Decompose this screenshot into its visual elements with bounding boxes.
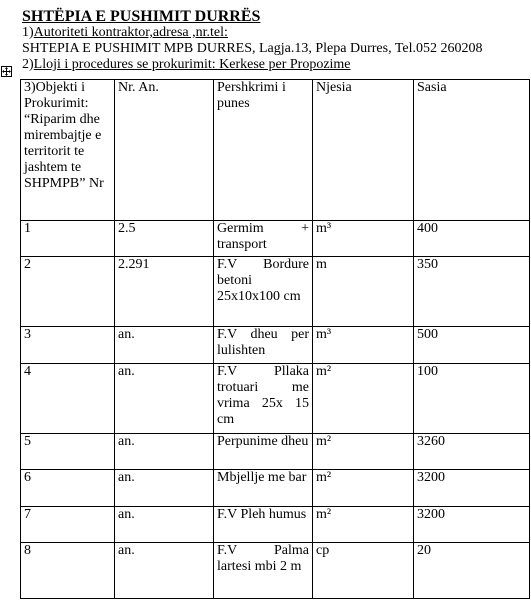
row-unit: m² xyxy=(313,364,414,434)
row-unit: m² xyxy=(313,470,414,507)
row-unit: cp xyxy=(313,543,414,599)
works-table xyxy=(20,79,530,599)
procedure-line xyxy=(22,57,531,73)
table-row xyxy=(21,364,530,434)
row-quantity: 350 xyxy=(414,257,530,327)
row-quantity: 3200 xyxy=(414,507,530,543)
row-unit: m xyxy=(313,257,414,327)
table-row xyxy=(21,507,530,543)
row-quantity: 3200 xyxy=(414,470,530,507)
row-analysis: 2.5 xyxy=(115,221,214,257)
table-row xyxy=(21,221,530,257)
row-analysis: an. xyxy=(115,327,214,364)
row-number: 7 xyxy=(21,507,115,543)
row-number: 8 xyxy=(21,543,115,599)
row-unit: m² xyxy=(313,434,414,470)
column-header-unit: Njesia xyxy=(313,80,414,221)
row-quantity: 100 xyxy=(414,364,530,434)
authority-label: Autoriteti kontraktor,adresa ,nr.tel: xyxy=(33,25,228,40)
procedure-label: Lloji i procedures se prokurimit: Kerkese per Propozime xyxy=(33,57,351,72)
row-unit: m³ xyxy=(313,327,414,364)
table-row xyxy=(21,470,530,507)
row-description: Mbjellje me bar xyxy=(214,470,313,507)
row-number: 4 xyxy=(21,364,115,434)
table-row xyxy=(21,543,530,599)
column-header-object: 3)Objekti i Prokurimit: “Riparim dhe mirembajtje e territorit te jashtem te SHPMPB” Nr xyxy=(21,80,115,221)
column-header-quantity: Sasia xyxy=(414,80,530,221)
authority-line xyxy=(22,25,531,41)
authority-prefix: 1) xyxy=(22,25,34,40)
row-unit: m² xyxy=(313,507,414,543)
row-analysis: an. xyxy=(115,470,214,507)
row-number: 3 xyxy=(21,327,115,364)
column-header-description: Pershkrimi i punes xyxy=(214,80,313,221)
row-analysis: an. xyxy=(115,434,214,470)
document-header xyxy=(22,8,531,73)
table-header-row xyxy=(21,80,530,221)
row-analysis: an. xyxy=(115,507,214,543)
row-quantity: 3260 xyxy=(414,434,530,470)
row-analysis: 2.291 xyxy=(115,257,214,327)
row-description: F.V Pleh humus xyxy=(214,507,313,543)
row-description: F.V Palma lartesi mbi 2 m xyxy=(214,543,313,599)
row-description: F.V Pllaka trotuari me vrima 25x 15 cm xyxy=(214,364,313,434)
row-quantity: 400 xyxy=(414,221,530,257)
procedure-prefix: 2) xyxy=(22,57,34,72)
row-number: 1 xyxy=(21,221,115,257)
row-number: 5 xyxy=(21,434,115,470)
row-description: Germim + transport xyxy=(214,221,313,257)
table-move-handle-icon[interactable] xyxy=(1,66,12,77)
row-number: 6 xyxy=(21,470,115,507)
row-unit: m³ xyxy=(313,221,414,257)
table-row xyxy=(21,327,530,364)
authority-address: SHTEPIA E PUSHIMIT MPB DURRES, Lagja.13, Plepa Durres, Tel.052 260208 xyxy=(22,41,483,56)
table-row xyxy=(21,434,530,470)
document-title: SHTËPIA E PUSHIMIT DURRËS xyxy=(22,8,261,25)
column-header-nr-an: Nr. An. xyxy=(115,80,214,221)
row-analysis: an. xyxy=(115,364,214,434)
row-description: F.V Bordure betoni 25x10x100 cm xyxy=(214,257,313,327)
row-analysis: an. xyxy=(115,543,214,599)
table-row xyxy=(21,257,530,327)
row-quantity: 20 xyxy=(414,543,530,599)
row-quantity: 500 xyxy=(414,327,530,364)
row-description: Perpunime dheu xyxy=(214,434,313,470)
row-description: F.V dheu per lulishten xyxy=(214,327,313,364)
row-number: 2 xyxy=(21,257,115,327)
